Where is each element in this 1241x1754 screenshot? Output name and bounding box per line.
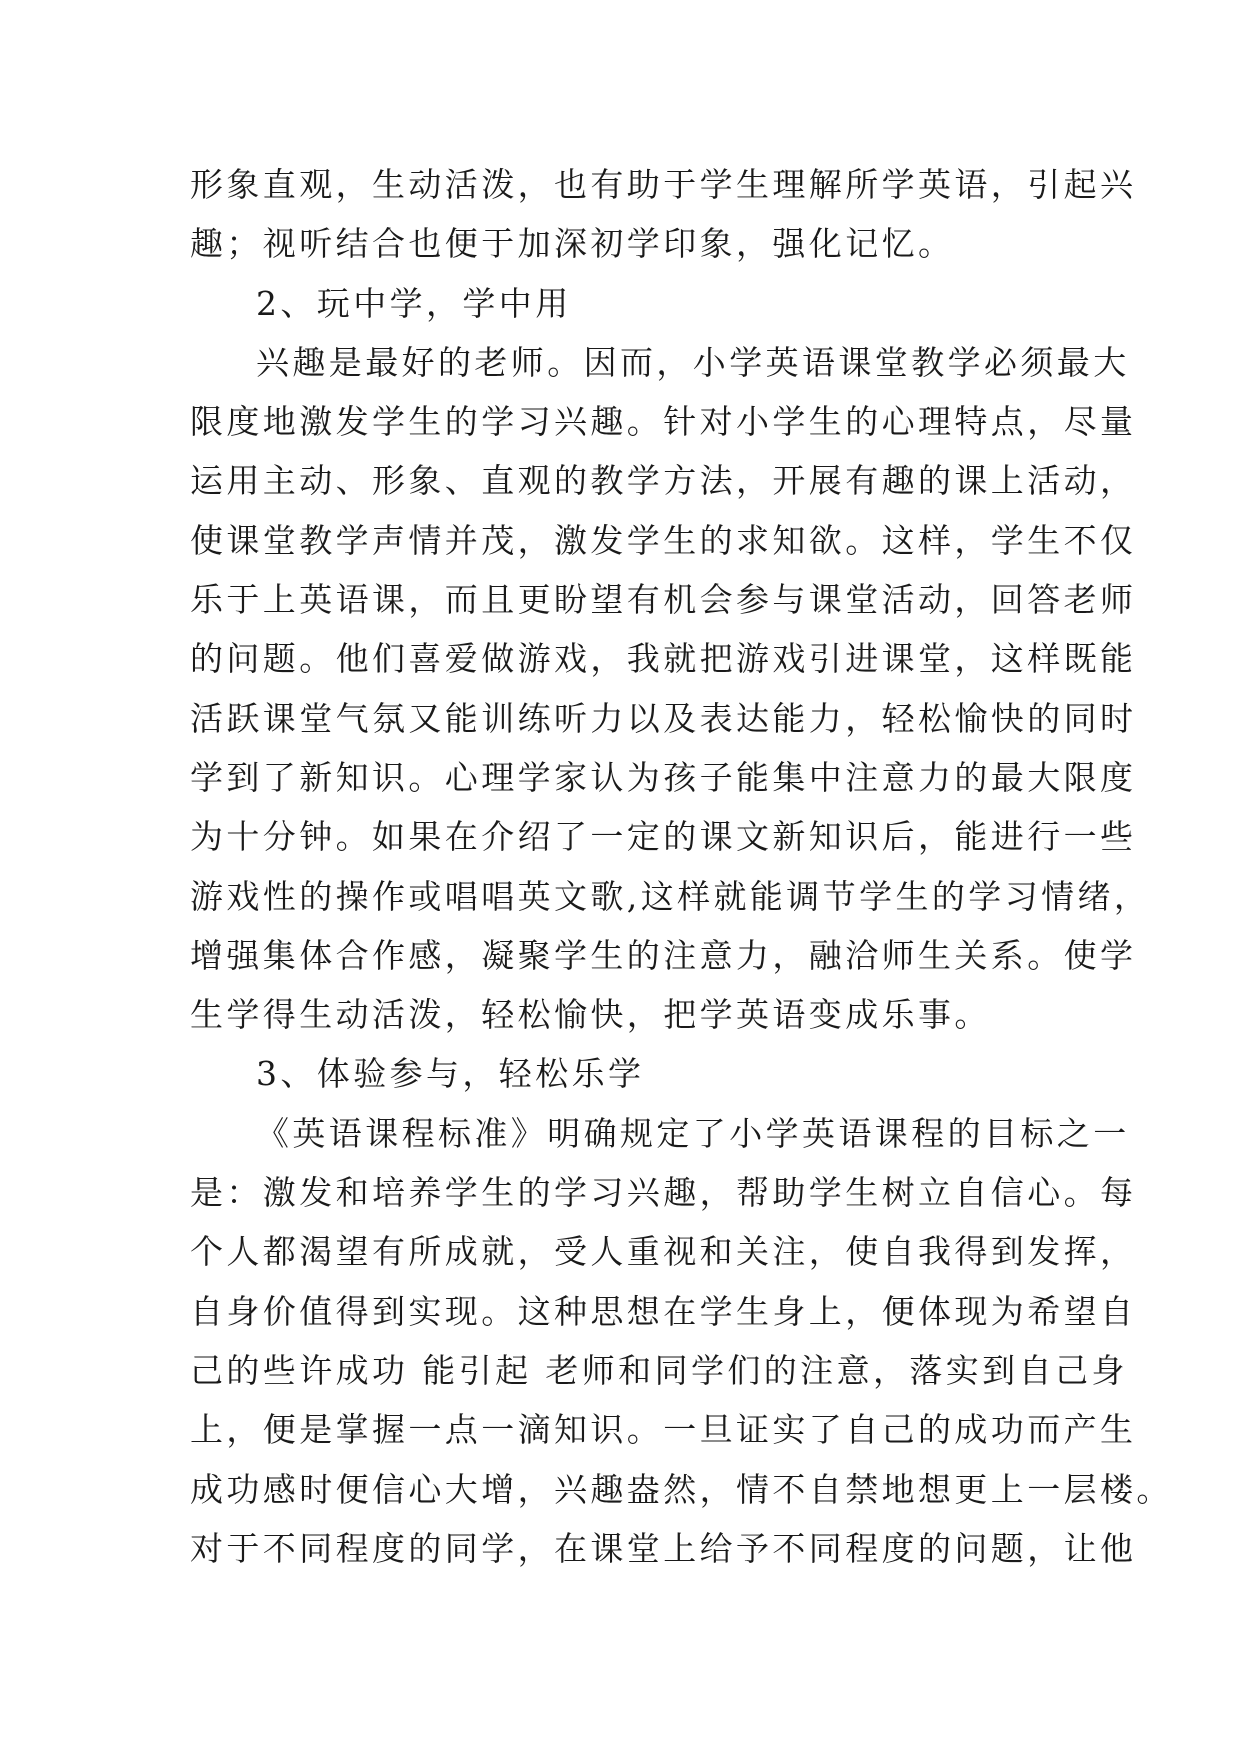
text-line: 使课堂教学声情并茂，激发学生的求知欲。这样，学生不仅	[190, 520, 1137, 560]
text-line: 是：激发和培养学生的学习兴趣，帮助学生树立自信心。每	[190, 1173, 1137, 1213]
text-line: 为十分钟。如果在介绍了一定的课文新知识后，能进行一些	[190, 817, 1137, 857]
paragraph-start: 兴趣是最好的老师。因而，小学英语课堂教学必须最大	[256, 342, 1130, 382]
text-line: 生学得生动活泼，轻松愉快，把学英语变成乐事。	[190, 995, 991, 1035]
text-line: 形象直观，生动活泼，也有助于学生理解所学英语，引起兴	[190, 165, 1137, 204]
text-line: 的问题。他们喜爱做游戏，我就把游戏引进课堂，这样既能	[190, 639, 1137, 679]
text-line: 运用主动、形象、直观的教学方法，开展有趣的课上活动，	[190, 461, 1137, 501]
text-line: 对于不同程度的同学，在课堂上给予不同程度的问题，让他	[190, 1528, 1137, 1568]
paragraph-start: 《英语课程标准》明确规定了小学英语课程的目标之一	[256, 1113, 1130, 1153]
section-heading: 3、体验参与，轻松乐学	[256, 1054, 645, 1094]
text-line: 己的些许成功 能引起 老师和同学们的注意，落实到自己身	[190, 1350, 1128, 1390]
text-line: 学到了新知识。心理学家认为孩子能集中注意力的最大限度	[190, 757, 1137, 797]
text-line: 游戏性的操作或唱唱英文歌,这样就能调节学生的学习情绪，	[190, 876, 1151, 916]
text-line: 增强集体合作感，凝聚学生的注意力，融洽师生关系。使学	[190, 935, 1137, 975]
text-line: 限度地激发学生的学习兴趣。针对小学生的心理特点，尽量	[190, 402, 1137, 442]
section-heading: 2、玩中学，学中用	[256, 283, 572, 323]
text-line: 成功感时便信心大增，兴趣盎然，情不自禁地想更上一层楼。	[190, 1469, 1173, 1509]
text-line: 乐于上英语课，而且更盼望有机会参与课堂活动，回答老师	[190, 580, 1137, 620]
text-line: 个人都渴望有所成就，受人重视和关注，使自我得到发挥，	[190, 1232, 1137, 1272]
text-line: 自身价值得到实现。这种思想在学生身上，便体现为希望自	[190, 1291, 1137, 1331]
document-body	[190, 155, 1173, 1578]
text-line: 活跃课堂气氛又能训练听力以及表达能力，轻松愉快的同时	[190, 698, 1137, 738]
text-line: 趣；视听结合也便于加深初学印象，强化记忆。	[190, 224, 955, 264]
text-line: 上，便是掌握一点一滴知识。一旦证实了自己的成功而产生	[190, 1410, 1137, 1450]
